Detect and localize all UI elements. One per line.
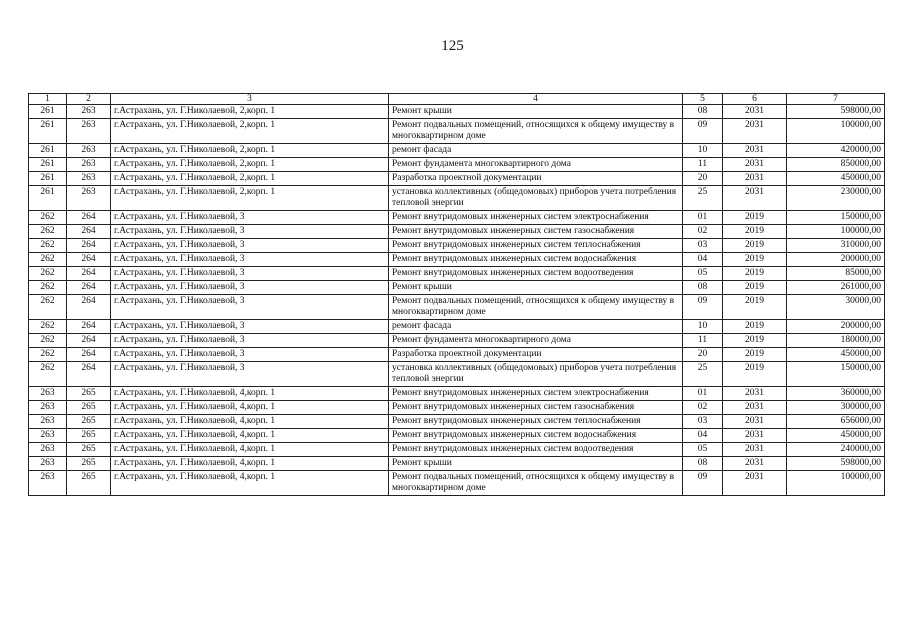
row-index-cell: 263 (29, 387, 67, 401)
year-cell: 2019 (723, 281, 787, 295)
work-code-cell: 10 (683, 320, 723, 334)
column-header: 6 (723, 94, 787, 105)
cost-cell: 300000,00 (787, 401, 885, 415)
table-row (29, 253, 885, 267)
table-row (29, 471, 885, 496)
table-row (29, 443, 885, 457)
table-row (29, 172, 885, 186)
work-code-cell: 05 (683, 267, 723, 281)
table-body (29, 105, 885, 496)
cost-cell: 100000,00 (787, 471, 885, 496)
work-type-cell: Ремонт внутридомовых инженерных систем водоснабжения (389, 253, 683, 267)
cost-cell: 450000,00 (787, 429, 885, 443)
work-code-cell: 03 (683, 415, 723, 429)
year-cell: 2031 (723, 443, 787, 457)
year-cell: 2019 (723, 267, 787, 281)
address-cell: г.Астрахань, ул. Г.Николаевой, 4,корп. 1 (111, 387, 389, 401)
cost-cell: 598000,00 (787, 457, 885, 471)
address-cell: г.Астрахань, ул. Г.Николаевой, 4,корп. 1 (111, 471, 389, 496)
work-code-cell: 10 (683, 144, 723, 158)
row-index-cell: 262 (29, 334, 67, 348)
address-cell: г.Астрахань, ул. Г.Николаевой, 3 (111, 225, 389, 239)
address-cell: г.Астрахань, ул. Г.Николаевой, 3 (111, 295, 389, 320)
address-cell: г.Астрахань, ул. Г.Николаевой, 4,корп. 1 (111, 415, 389, 429)
year-cell: 2019 (723, 320, 787, 334)
table-row (29, 334, 885, 348)
row-index-cell: 262 (29, 295, 67, 320)
address-cell: г.Астрахань, ул. Г.Николаевой, 3 (111, 281, 389, 295)
row-index-cell: 261 (29, 144, 67, 158)
work-type-cell: Ремонт фундамента многоквартирного дома (389, 158, 683, 172)
work-code-cell: 01 (683, 211, 723, 225)
work-code-cell: 09 (683, 295, 723, 320)
cost-cell: 100000,00 (787, 225, 885, 239)
house-number-cell: 264 (67, 362, 111, 387)
work-code-cell: 25 (683, 186, 723, 211)
row-index-cell: 262 (29, 239, 67, 253)
house-number-cell: 265 (67, 443, 111, 457)
address-cell: г.Астрахань, ул. Г.Николаевой, 3 (111, 239, 389, 253)
house-number-cell: 264 (67, 225, 111, 239)
work-code-cell: 02 (683, 225, 723, 239)
cost-cell: 310000,00 (787, 239, 885, 253)
cost-cell: 598000,00 (787, 105, 885, 119)
table-row (29, 415, 885, 429)
column-header: 5 (683, 94, 723, 105)
cost-cell: 85000,00 (787, 267, 885, 281)
year-cell: 2031 (723, 158, 787, 172)
work-type-cell: Ремонт фундамента многоквартирного дома (389, 334, 683, 348)
work-code-cell: 08 (683, 457, 723, 471)
work-type-cell: Ремонт внутридомовых инженерных систем газоснабжения (389, 225, 683, 239)
cost-cell: 230000,00 (787, 186, 885, 211)
table-row (29, 348, 885, 362)
work-type-cell: Ремонт подвальных помещений, относящихся к общему имуществу в многоквартирном доме (389, 295, 683, 320)
year-cell: 2031 (723, 387, 787, 401)
work-type-cell: Ремонт подвальных помещений, относящихся к общему имуществу в многоквартирном доме (389, 119, 683, 144)
year-cell: 2019 (723, 362, 787, 387)
address-cell: г.Астрахань, ул. Г.Николаевой, 3 (111, 267, 389, 281)
house-number-cell: 265 (67, 387, 111, 401)
work-code-cell: 09 (683, 119, 723, 144)
table-row (29, 320, 885, 334)
address-cell: г.Астрахань, ул. Г.Николаевой, 3 (111, 348, 389, 362)
house-number-cell: 264 (67, 348, 111, 362)
work-code-cell: 11 (683, 158, 723, 172)
column-header: 2 (67, 94, 111, 105)
work-code-cell: 08 (683, 105, 723, 119)
year-cell: 2031 (723, 415, 787, 429)
year-cell: 2019 (723, 253, 787, 267)
house-number-cell: 264 (67, 211, 111, 225)
table-row (29, 158, 885, 172)
address-cell: г.Астрахань, ул. Г.Николаевой, 4,корп. 1 (111, 457, 389, 471)
row-index-cell: 261 (29, 119, 67, 144)
house-number-cell: 263 (67, 186, 111, 211)
work-code-cell: 04 (683, 429, 723, 443)
cost-cell: 850000,00 (787, 158, 885, 172)
house-number-cell: 263 (67, 172, 111, 186)
work-code-cell: 20 (683, 172, 723, 186)
cost-cell: 261000,00 (787, 281, 885, 295)
work-code-cell: 01 (683, 387, 723, 401)
work-code-cell: 25 (683, 362, 723, 387)
year-cell: 2019 (723, 295, 787, 320)
house-number-cell: 265 (67, 415, 111, 429)
house-number-cell: 264 (67, 320, 111, 334)
row-index-cell: 263 (29, 415, 67, 429)
cost-cell: 150000,00 (787, 211, 885, 225)
table-row (29, 211, 885, 225)
cost-cell: 450000,00 (787, 348, 885, 362)
cost-cell: 420000,00 (787, 144, 885, 158)
cost-cell: 200000,00 (787, 320, 885, 334)
address-cell: г.Астрахань, ул. Г.Николаевой, 3 (111, 211, 389, 225)
work-type-cell: установка коллективных (общедомовых) приборов учета потребления тепловой энергии (389, 186, 683, 211)
table-row (29, 267, 885, 281)
work-type-cell: ремонт фасада (389, 144, 683, 158)
row-index-cell: 262 (29, 211, 67, 225)
row-index-cell: 263 (29, 429, 67, 443)
address-cell: г.Астрахань, ул. Г.Николаевой, 2,корп. 1 (111, 158, 389, 172)
work-type-cell: Ремонт внутридомовых инженерных систем электроснабжения (389, 211, 683, 225)
cost-cell: 656000,00 (787, 415, 885, 429)
row-index-cell: 261 (29, 186, 67, 211)
row-index-cell: 263 (29, 443, 67, 457)
cost-cell: 150000,00 (787, 362, 885, 387)
year-cell: 2031 (723, 186, 787, 211)
cost-cell: 30000,00 (787, 295, 885, 320)
table-row (29, 429, 885, 443)
house-number-cell: 264 (67, 267, 111, 281)
address-cell: г.Астрахань, ул. Г.Николаевой, 3 (111, 334, 389, 348)
year-cell: 2031 (723, 471, 787, 496)
row-index-cell: 263 (29, 457, 67, 471)
year-cell: 2031 (723, 429, 787, 443)
year-cell: 2031 (723, 144, 787, 158)
row-index-cell: 262 (29, 320, 67, 334)
work-type-cell: Ремонт внутридомовых инженерных систем теплоснабжения (389, 415, 683, 429)
year-cell: 2019 (723, 348, 787, 362)
work-code-cell: 02 (683, 401, 723, 415)
work-type-cell: Разработка проектной документации (389, 348, 683, 362)
house-number-cell: 265 (67, 457, 111, 471)
column-header: 1 (29, 94, 67, 105)
work-type-cell: установка коллективных (общедомовых) приборов учета потребления тепловой энергии (389, 362, 683, 387)
table-row (29, 119, 885, 144)
row-index-cell: 263 (29, 471, 67, 496)
table-row (29, 225, 885, 239)
work-type-cell: Ремонт крыши (389, 105, 683, 119)
house-number-cell: 264 (67, 334, 111, 348)
cost-cell: 100000,00 (787, 119, 885, 144)
column-header: 7 (787, 94, 885, 105)
house-number-cell: 263 (67, 144, 111, 158)
year-cell: 2019 (723, 225, 787, 239)
table-row (29, 295, 885, 320)
row-index-cell: 261 (29, 105, 67, 119)
house-number-cell: 265 (67, 429, 111, 443)
address-cell: г.Астрахань, ул. Г.Николаевой, 2,корп. 1 (111, 105, 389, 119)
work-code-cell: 08 (683, 281, 723, 295)
work-type-cell: Ремонт внутридомовых инженерных систем водоотведения (389, 443, 683, 457)
page-number: 125 (441, 38, 464, 54)
house-number-cell: 264 (67, 239, 111, 253)
row-index-cell: 262 (29, 267, 67, 281)
work-type-cell: Ремонт внутридомовых инженерных систем теплоснабжения (389, 239, 683, 253)
work-type-cell: Ремонт внутридомовых инженерных систем водоотведения (389, 267, 683, 281)
address-cell: г.Астрахань, ул. Г.Николаевой, 4,корп. 1 (111, 443, 389, 457)
year-cell: 2031 (723, 172, 787, 186)
address-cell: г.Астрахань, ул. Г.Николаевой, 4,корп. 1 (111, 401, 389, 415)
year-cell: 2031 (723, 105, 787, 119)
address-cell: г.Астрахань, ул. Г.Николаевой, 3 (111, 320, 389, 334)
house-number-cell: 264 (67, 295, 111, 320)
year-cell: 2019 (723, 239, 787, 253)
work-type-cell: Разработка проектной документации (389, 172, 683, 186)
row-index-cell: 262 (29, 362, 67, 387)
work-type-cell: Ремонт крыши (389, 457, 683, 471)
address-cell: г.Астрахань, ул. Г.Николаевой, 2,корп. 1 (111, 172, 389, 186)
work-code-cell: 20 (683, 348, 723, 362)
table-row (29, 401, 885, 415)
work-code-cell: 11 (683, 334, 723, 348)
address-cell: г.Астрахань, ул. Г.Николаевой, 3 (111, 253, 389, 267)
house-number-cell: 264 (67, 281, 111, 295)
work-code-cell: 03 (683, 239, 723, 253)
repair-schedule-table (28, 93, 885, 496)
row-index-cell: 263 (29, 401, 67, 415)
cost-cell: 180000,00 (787, 334, 885, 348)
address-cell: г.Астрахань, ул. Г.Николаевой, 4,корп. 1 (111, 429, 389, 443)
house-number-cell: 264 (67, 253, 111, 267)
address-cell: г.Астрахань, ул. Г.Николаевой, 2,корп. 1 (111, 186, 389, 211)
column-header: 3 (111, 94, 389, 105)
house-number-cell: 263 (67, 105, 111, 119)
work-code-cell: 09 (683, 471, 723, 496)
work-code-cell: 04 (683, 253, 723, 267)
cost-cell: 450000,00 (787, 172, 885, 186)
row-index-cell: 261 (29, 172, 67, 186)
address-cell: г.Астрахань, ул. Г.Николаевой, 2,корп. 1 (111, 119, 389, 144)
year-cell: 2019 (723, 211, 787, 225)
cost-cell: 360000,00 (787, 387, 885, 401)
cost-cell: 200000,00 (787, 253, 885, 267)
year-cell: 2031 (723, 401, 787, 415)
address-cell: г.Астрахань, ул. Г.Николаевой, 2,корп. 1 (111, 144, 389, 158)
house-number-cell: 265 (67, 471, 111, 496)
work-type-cell: Ремонт внутридомовых инженерных систем электроснабжения (389, 387, 683, 401)
row-index-cell: 261 (29, 158, 67, 172)
column-number-row (29, 94, 885, 105)
row-index-cell: 262 (29, 253, 67, 267)
year-cell: 2031 (723, 457, 787, 471)
house-number-cell: 265 (67, 401, 111, 415)
row-index-cell: 262 (29, 348, 67, 362)
table-row (29, 239, 885, 253)
table-row (29, 387, 885, 401)
work-type-cell: Ремонт крыши (389, 281, 683, 295)
table-row (29, 281, 885, 295)
table-row (29, 186, 885, 211)
work-code-cell: 05 (683, 443, 723, 457)
work-type-cell: Ремонт внутридомовых инженерных систем водоснабжения (389, 429, 683, 443)
work-type-cell: ремонт фасада (389, 320, 683, 334)
table-row (29, 105, 885, 119)
house-number-cell: 263 (67, 158, 111, 172)
table-row (29, 144, 885, 158)
table-row (29, 362, 885, 387)
row-index-cell: 262 (29, 225, 67, 239)
year-cell: 2031 (723, 119, 787, 144)
address-cell: г.Астрахань, ул. Г.Николаевой, 3 (111, 362, 389, 387)
work-type-cell: Ремонт подвальных помещений, относящихся к общему имуществу в многоквартирном доме (389, 471, 683, 496)
cost-cell: 240000,00 (787, 443, 885, 457)
house-number-cell: 263 (67, 119, 111, 144)
work-type-cell: Ремонт внутридомовых инженерных систем газоснабжения (389, 401, 683, 415)
column-header: 4 (389, 94, 683, 105)
row-index-cell: 262 (29, 281, 67, 295)
table-row (29, 457, 885, 471)
year-cell: 2019 (723, 334, 787, 348)
